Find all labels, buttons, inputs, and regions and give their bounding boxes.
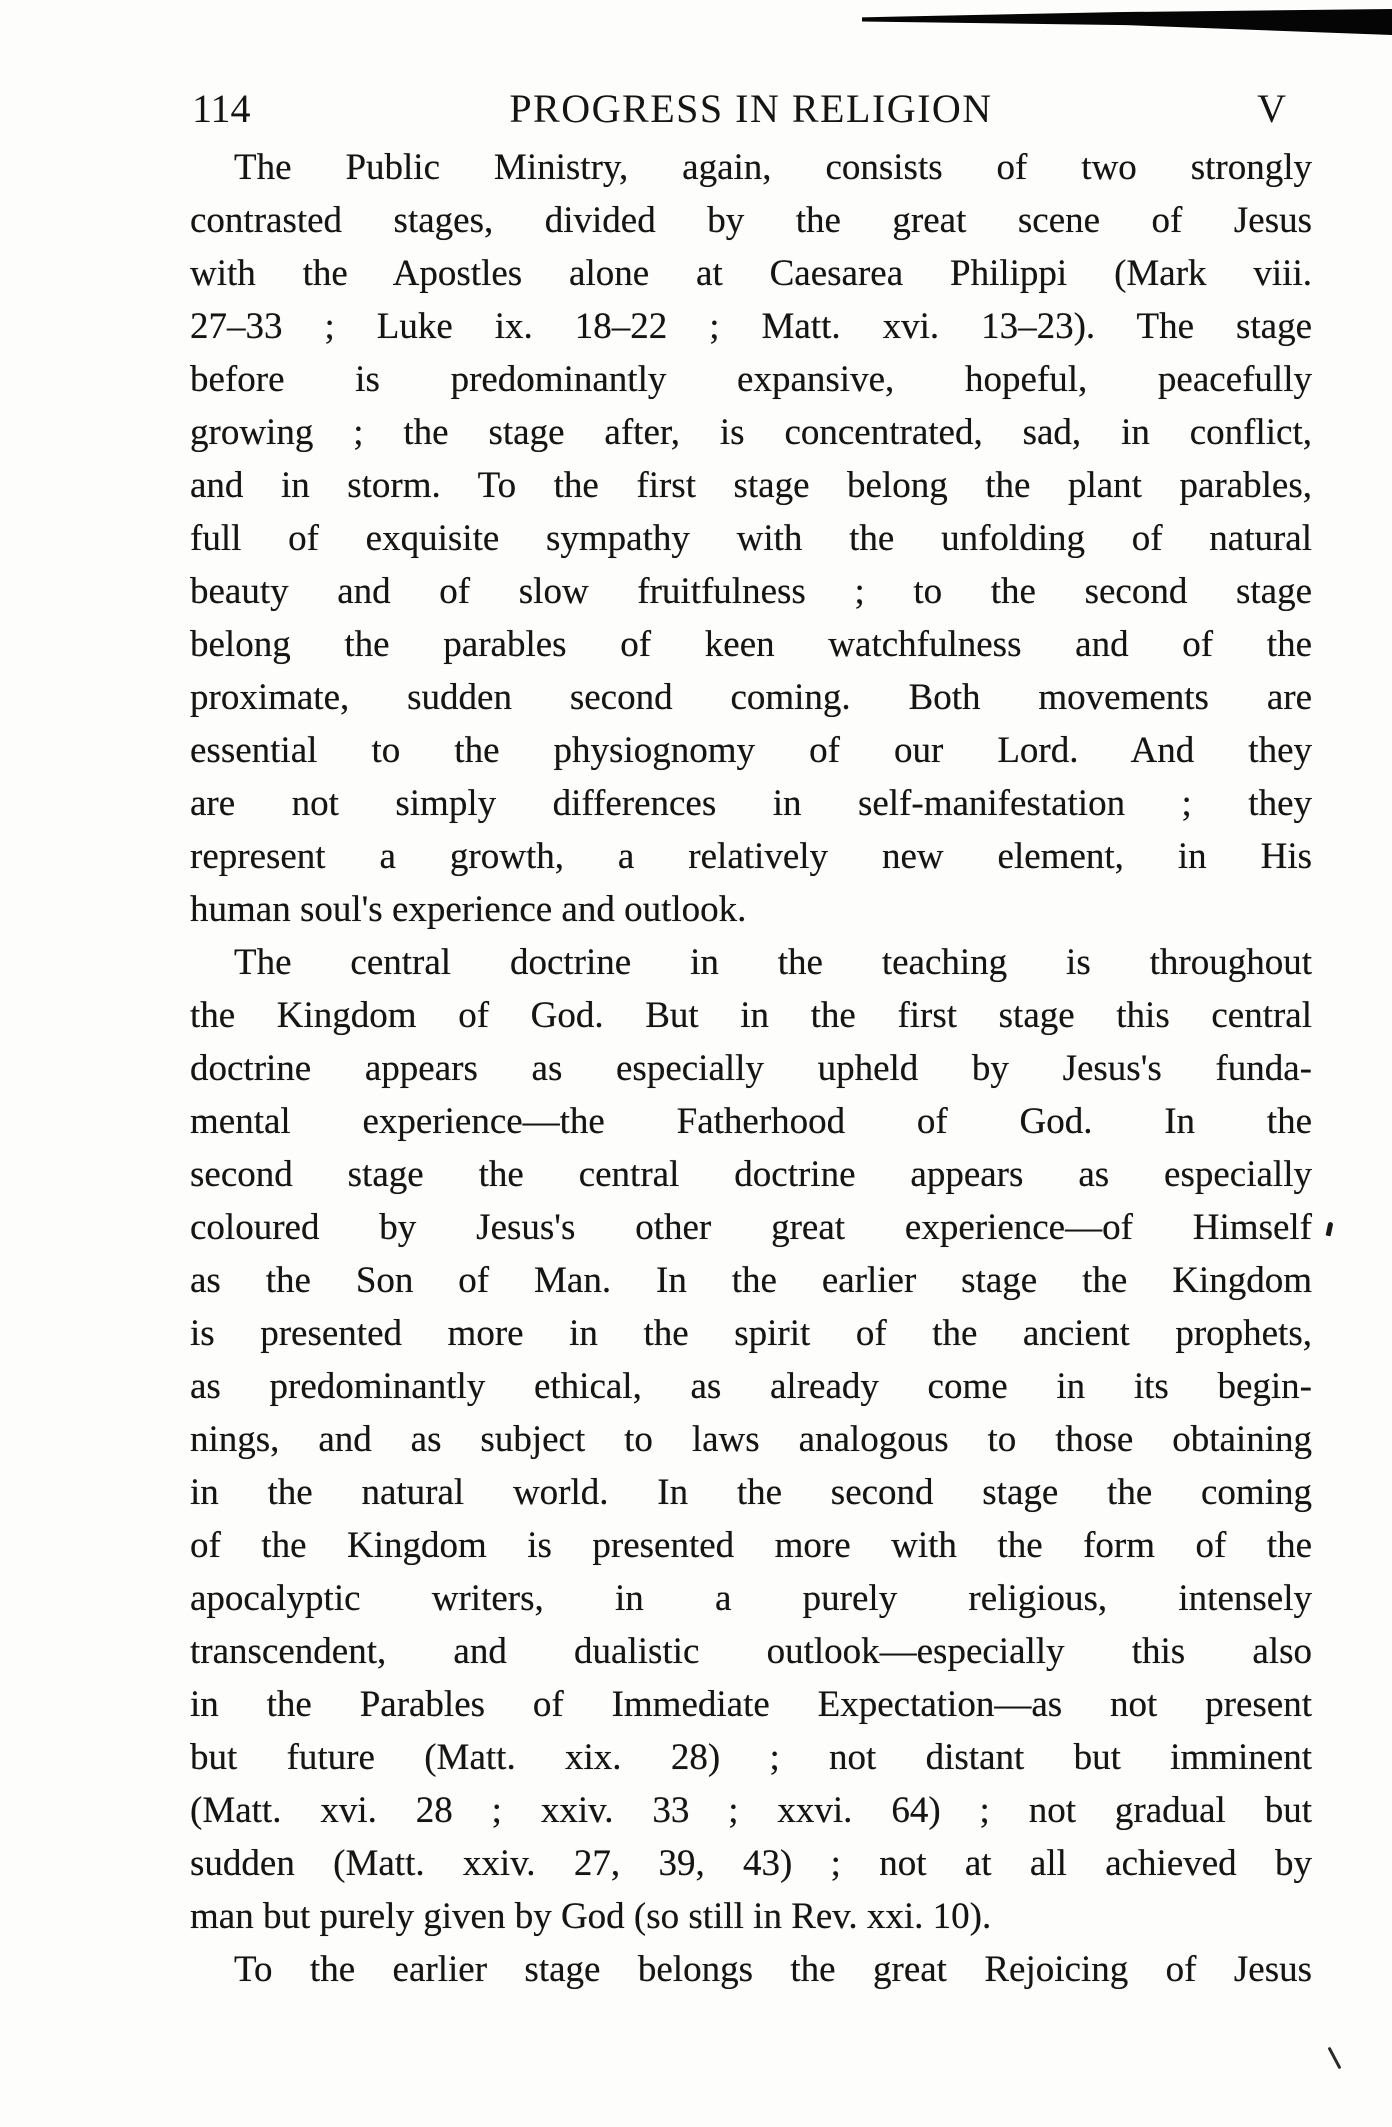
text-line: but future (Matt. xix. 28) ; not distant but imminent: [190, 1737, 1312, 1778]
text-line: The central doctrine in the teaching is throughout: [234, 942, 1312, 983]
text-line: belong the parables of keen watchfulness and of the: [190, 624, 1312, 665]
text-line: second stage the central doctrine appears as especially: [190, 1154, 1312, 1195]
text-line: as predominantly ethical, as already come in its begin-: [190, 1366, 1312, 1407]
text-line: in the natural world. In the second stage the coming: [190, 1472, 1312, 1513]
text-line: and in storm. To the first stage belong the plant parables,: [190, 465, 1312, 506]
text-line: full of exquisite sympathy with the unfolding of natural: [190, 518, 1312, 559]
text-line: represent a growth, a relatively new element, in His: [190, 836, 1312, 877]
text-line: coloured by Jesus's other great experience—of Himself: [190, 1207, 1312, 1248]
scan-artifact-apostrophe: [1326, 1222, 1334, 1237]
text-line: The Public Ministry, again, consists of two strongly: [234, 147, 1312, 188]
text-line: growing ; the stage after, is concentrated, sad, in conflict,: [190, 412, 1312, 453]
text-line: contrasted stages, divided by the great scene of Jesus: [190, 200, 1312, 241]
text-line: in the Parables of Immediate Expectation—as not present: [190, 1684, 1312, 1725]
chapter-numeral: V: [1257, 86, 1286, 131]
page-header: [190, 86, 1312, 132]
text-line: nings, and as subject to laws analogous to those obtaining: [190, 1419, 1312, 1460]
text-line: man but purely given by God (so still in Rev. xxi. 10).: [190, 1896, 992, 1937]
scan-artifact-streak: [862, 9, 1392, 35]
text-line: apocalyptic writers, in a purely religious, intensely: [190, 1578, 1312, 1619]
text-line: doctrine appears as especially upheld by Jesus's funda-: [190, 1048, 1312, 1089]
text-line: 27–33 ; Luke ix. 18–22 ; Matt. xvi. 13–23). The stage: [190, 306, 1312, 347]
text-line: (Matt. xvi. 28 ; xxiv. 33 ; xxvi. 64) ; not gradual but: [190, 1790, 1312, 1831]
text-line: beauty and of slow fruitfulness ; to the second stage: [190, 571, 1312, 612]
text-line: the Kingdom of God. But in the first stage this central: [190, 995, 1312, 1036]
text-line: To the earlier stage belongs the great Rejoicing of Jesus: [234, 1949, 1312, 1990]
text-line: sudden (Matt. xxiv. 27, 39, 43) ; not at all achieved by: [190, 1843, 1312, 1884]
page-number: 114: [192, 86, 251, 131]
text-line: essential to the physiognomy of our Lord. And they: [190, 730, 1312, 771]
text-line: transcendent, and dualistic outlook—especially this also: [190, 1631, 1312, 1672]
text-line: with the Apostles alone at Caesarea Philippi (Mark viii.: [190, 253, 1312, 294]
text-line: is presented more in the spirit of the ancient prophets,: [190, 1313, 1312, 1354]
text-line: of the Kingdom is presented more with the form of the: [190, 1525, 1312, 1566]
text-block: [190, 141, 1312, 1996]
text-line: are not simply differences in self-manifestation ; they: [190, 783, 1312, 824]
text-line: mental experience—the Fatherhood of God. In the: [190, 1101, 1312, 1142]
text-line: human soul's experience and outlook.: [190, 889, 747, 930]
running-title: PROGRESS IN RELIGION: [509, 86, 993, 131]
text-line: as the Son of Man. In the earlier stage the Kingdom: [190, 1260, 1312, 1301]
text-line: proximate, sudden second coming. Both movements are: [190, 677, 1312, 718]
scan-artifact-tick: [1328, 2047, 1342, 2070]
text-line: before is predominantly expansive, hopeful, peacefully: [190, 359, 1312, 400]
